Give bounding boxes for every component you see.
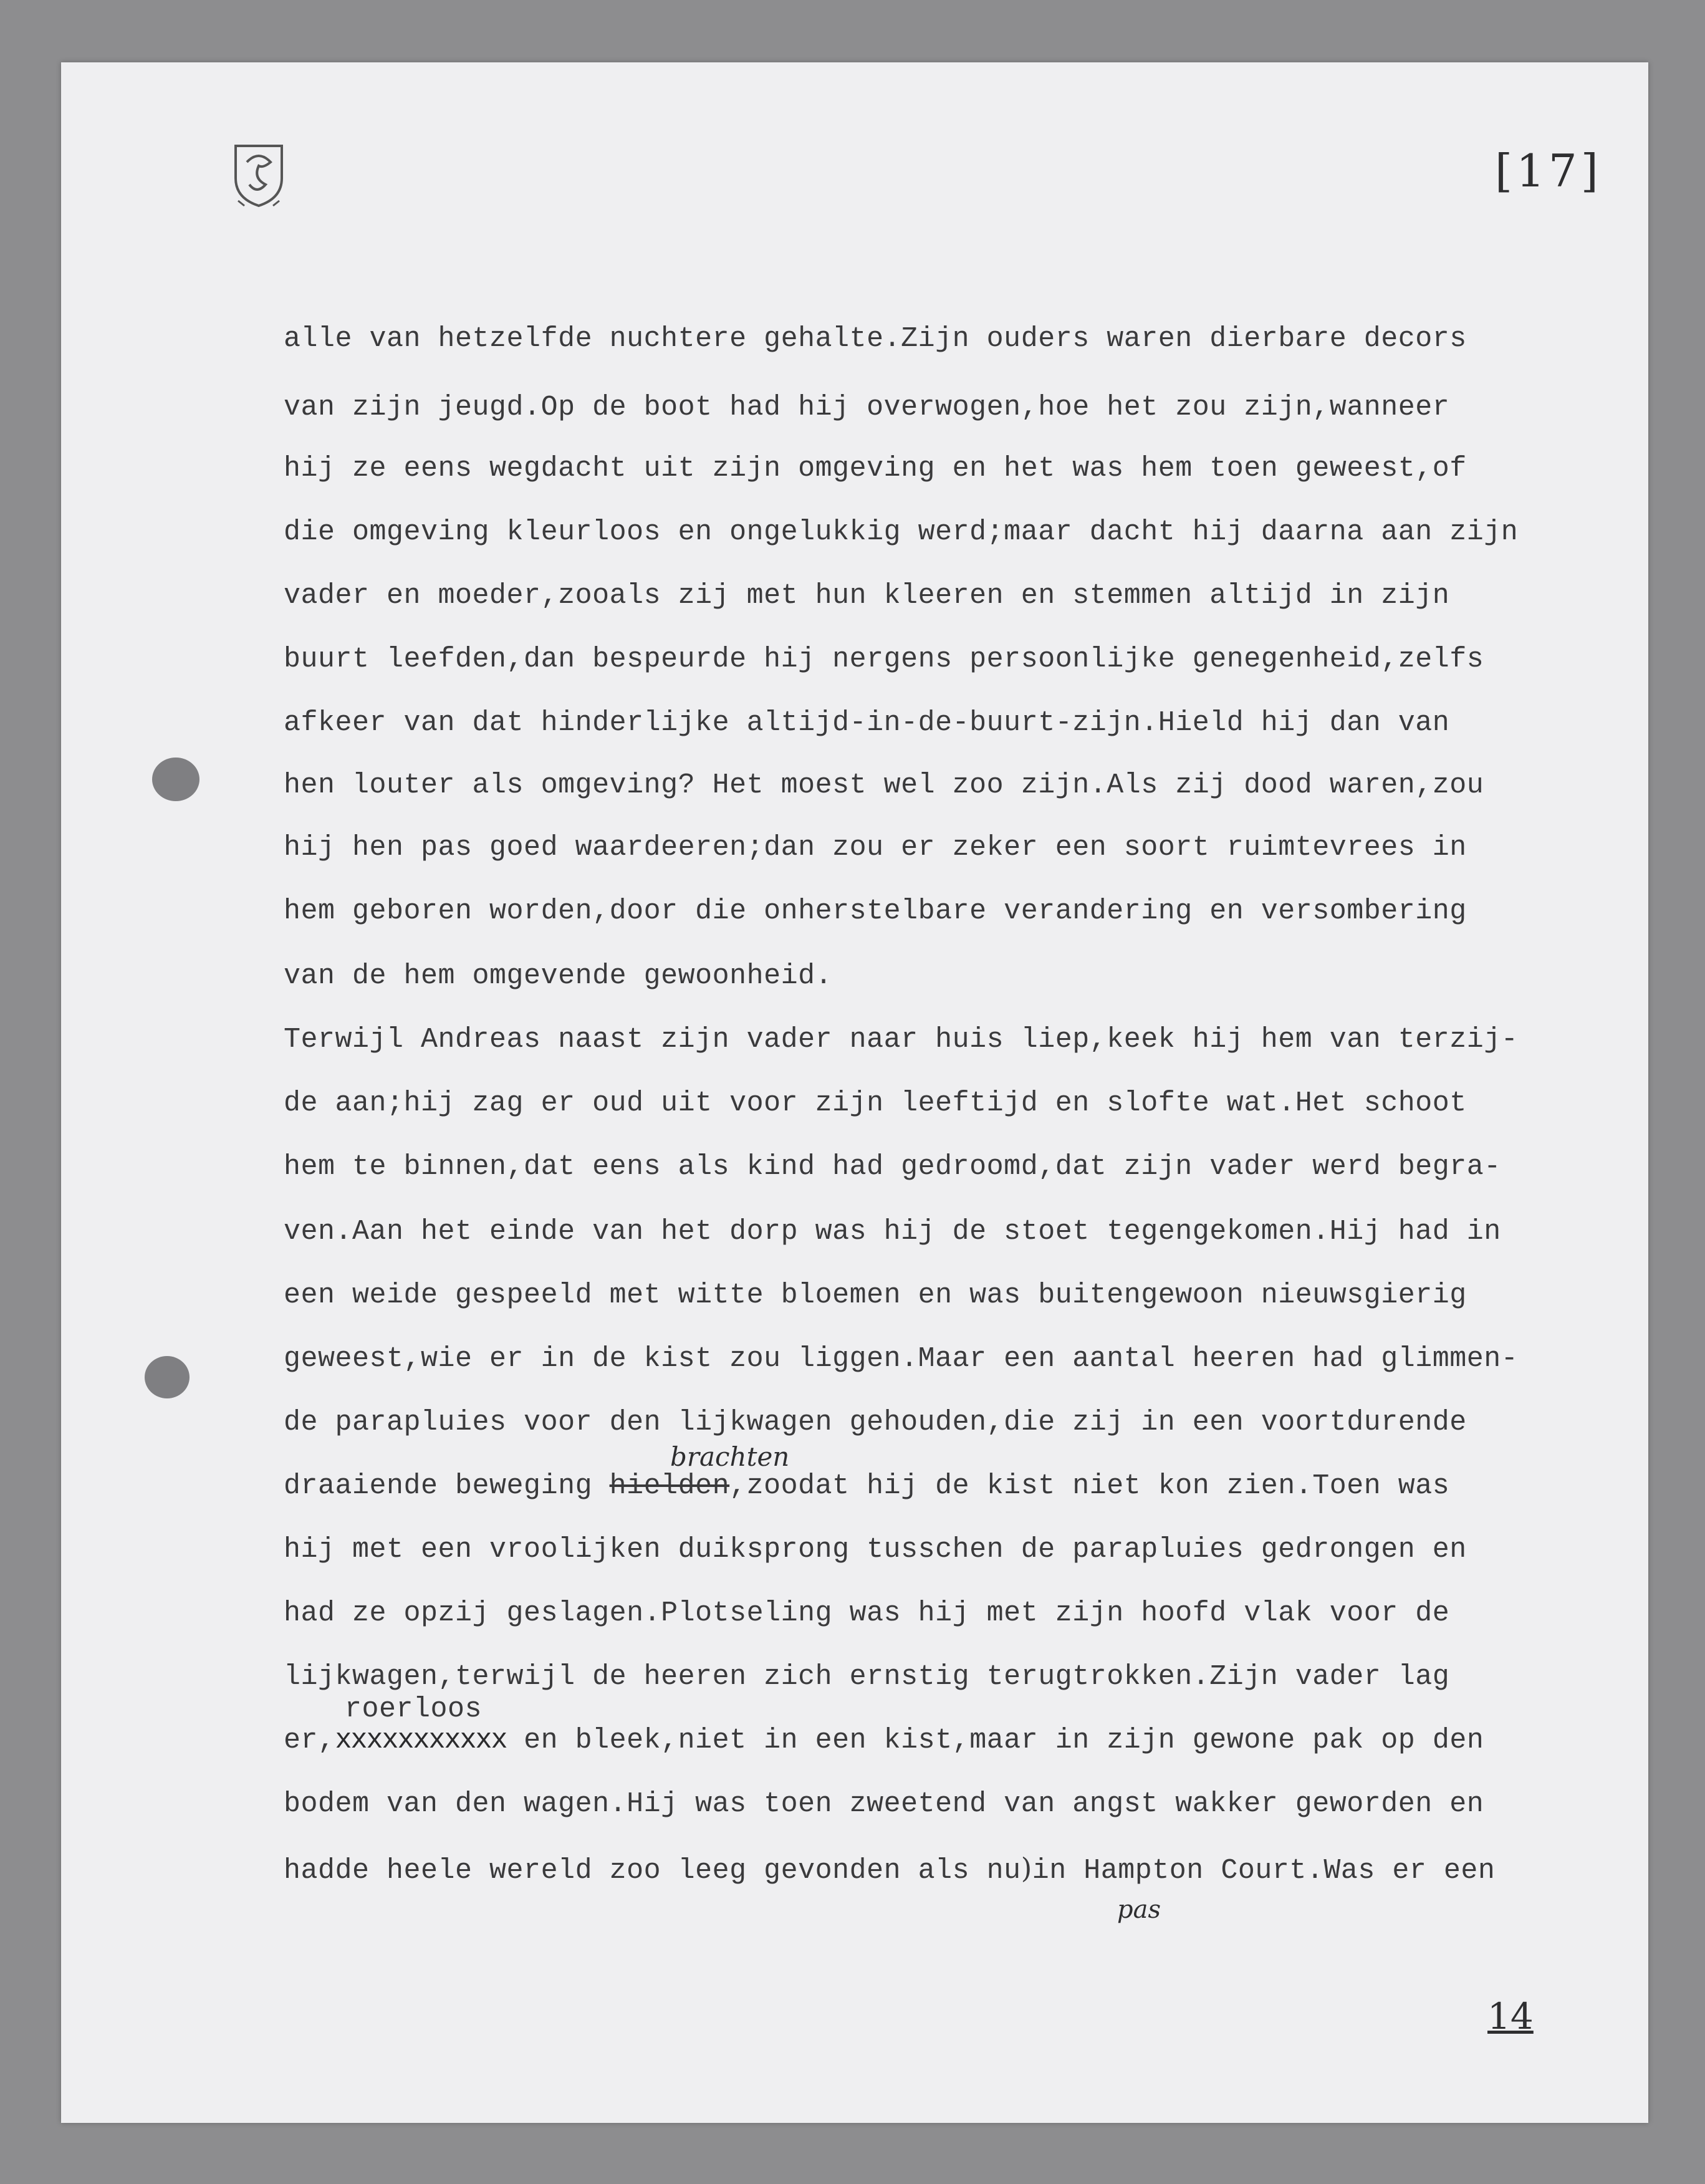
typed-insertion: roerloos <box>345 1693 483 1725</box>
text-line: hem te binnen,dat eens als kind had gedroomd,dat zijn vader werd begra- <box>284 1151 1501 1183</box>
text-segment: hadde heele wereld zoo leeg gevonden als nu <box>284 1855 1021 1887</box>
insertion-bracket: ) <box>1021 1852 1032 1885</box>
text-line: hij ze eens wegdacht uit zijn omgeving en het was hem toen geweest,of <box>284 453 1467 484</box>
handwritten-insertion: brachten <box>670 1441 790 1472</box>
text-line: een weide gespeeld met witte bloemen en was buitengewoon nieuwsgierig <box>284 1279 1467 1311</box>
text-line: de aan;hij zag er oud uit voor zijn leeftijd en slofte wat.Het schoot <box>284 1087 1467 1119</box>
text-line: Terwijl Andreas naast zijn vader naar huis liep,keek hij hem van terzij- <box>284 1024 1519 1056</box>
page-number: 14 <box>1487 1995 1534 2037</box>
text-line: die omgeving kleurloos en ongelukkig werd;maar dacht hij daarna aan zijn <box>284 516 1519 548</box>
text-line: afkeer van dat hinderlijke altijd-in-de-buurt-zijn.Hield hij dan van <box>284 707 1450 739</box>
text-segment: en bleek,niet in een kist,maar in zijn gewone pak op den <box>506 1725 1484 1756</box>
text-line: hem geboren worden,door die onherstelbare verandering en versombering <box>284 895 1467 927</box>
text-segment: in Hampton Court.Was er een <box>1032 1855 1496 1887</box>
text-line: ven.Aan het einde van het dorp was hij de stoet tegengekomen.Hij had in <box>284 1216 1501 1248</box>
text-line: alle van hetzelfde nuchtere gehalte.Zijn ouders waren dierbare decors <box>284 323 1467 355</box>
text-line: bodem van den wagen.Hij was toen zweetend van angst wakker geworden en <box>284 1788 1484 1820</box>
text-line: lijkwagen,terwijl de heeren zich ernstig terugtrokken.Zijn vader lag <box>284 1661 1450 1693</box>
text-line: hen louter als omgeving? Het moest wel zoo zijn.Als zij dood waren,zou <box>284 769 1484 801</box>
text-line: vader en moeder,zooals zij met hun kleeren en stemmen altijd in zijn <box>284 580 1450 612</box>
text-line-with-correction <box>284 1852 1495 1887</box>
text-line-with-correction <box>284 1470 1449 1502</box>
struck-word: hielden <box>609 1470 730 1502</box>
handwritten-note: pas <box>1117 1895 1161 1924</box>
text-line: van de hem omgevende gewoonheid. <box>284 960 833 992</box>
text-line: buurt leefden,dan bespeurde hij nergens persoonlijke genegenheid,zelfs <box>284 643 1484 675</box>
text-segment: er, <box>284 1725 335 1756</box>
text-line: hij met een vroolijken duiksprong tusschen de parapluies gedrongen en <box>284 1534 1467 1566</box>
text-line: de parapluies voor den lijkwagen gehouden,die zij in een voortdurende <box>284 1407 1467 1438</box>
xed-out-word: xxxxxxxxxxx <box>335 1725 507 1756</box>
text-segment: ,zoodat hij de kist niet kon zien.Toen was <box>729 1470 1450 1502</box>
text-line: geweest,wie er in de kist zou liggen.Maar een aantal heeren had glimmen- <box>284 1343 1519 1375</box>
text-line: hij hen pas goed waardeeren;dan zou er zeker een soort ruimtevrees in <box>284 832 1467 863</box>
text-segment: draaiende beweging <box>284 1470 610 1502</box>
punch-hole-lower <box>145 1356 190 1398</box>
punch-hole-upper <box>152 758 199 801</box>
text-line-with-correction <box>284 1725 1484 1756</box>
text-line: van zijn jeugd.Op de boot had hij overwogen,hoe het zou zijn,wanneer <box>284 392 1450 423</box>
text-line: had ze opzij geslagen.Plotseling was hij met zijn hoofd vlak voor de <box>284 1597 1450 1629</box>
library-stamp-icon <box>232 141 286 208</box>
archive-folio-number: [17] <box>1495 145 1602 197</box>
